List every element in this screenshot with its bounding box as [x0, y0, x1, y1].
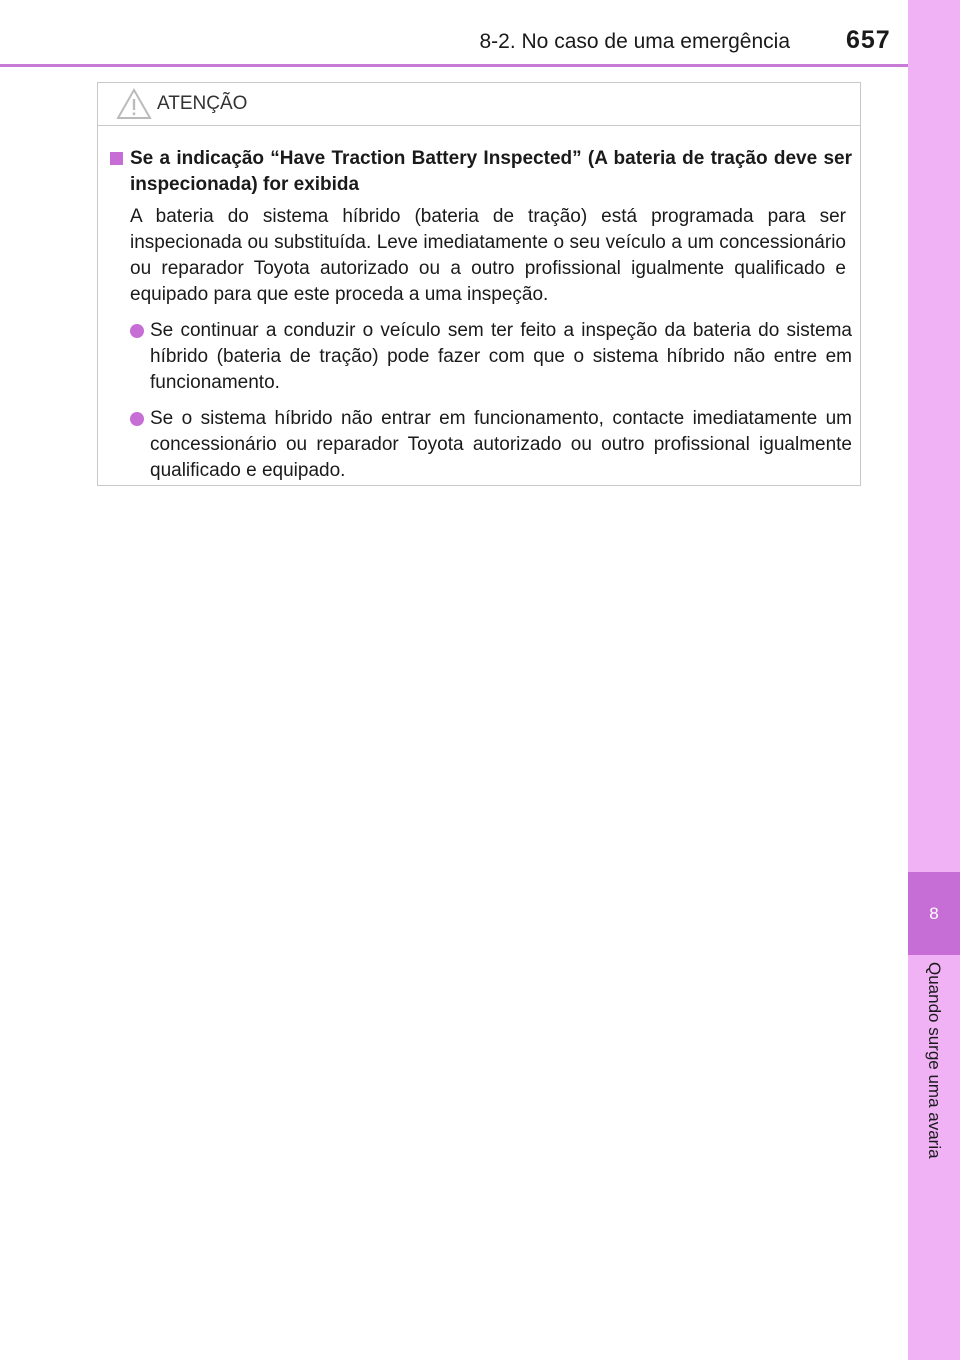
- section-title: 8-2. No caso de uma emergência: [479, 30, 790, 53]
- warning-triangle-icon: [116, 88, 152, 120]
- warning-body: [98, 126, 860, 484]
- header-divider: [0, 64, 908, 67]
- list-item: [130, 406, 852, 484]
- topic-heading-text: Se a indicação “Have Traction Battery Inspected” (A bateria de tração deve ser inspecionada) for exibida: [130, 148, 852, 195]
- list-item-text: Se continuar a conduzir o veículo sem ter feito a inspeção da bateria do sistema híbrido (bateria de tração) pode fazer com que o sistema híbrido não entre em funcionamento.: [150, 320, 852, 393]
- chapter-title: Quando surge uma avaria: [925, 962, 944, 1159]
- square-bullet-icon: [110, 152, 123, 165]
- circle-bullet-icon: [130, 324, 144, 338]
- circle-bullet-icon: [130, 412, 144, 426]
- list-item-text: Se o sistema híbrido não entrar em funcionamento, contacte imediatamente um concessionário ou reparador Toyota autorizado ou outro profissional igualmente qualificado e equipado.: [150, 408, 852, 481]
- chapter-side-tab: [908, 0, 960, 1360]
- warning-label: ATENÇÃO: [157, 93, 248, 114]
- page-number: 657: [846, 26, 891, 54]
- warning-header: [98, 83, 860, 126]
- topic-heading: [106, 146, 852, 198]
- warning-paragraph: A bateria do sistema híbrido (bateria de tração) está programada para ser inspecionada ou substituída. Leve imediatamente o seu veículo a um concessionário ou reparador Toyota autorizado ou a outro profissional igualmente qualificado e equipado para que este proceda a uma inspeção.: [130, 206, 846, 305]
- chapter-number: 8: [908, 872, 960, 955]
- warning-box: [97, 82, 861, 486]
- list-item: [130, 318, 852, 396]
